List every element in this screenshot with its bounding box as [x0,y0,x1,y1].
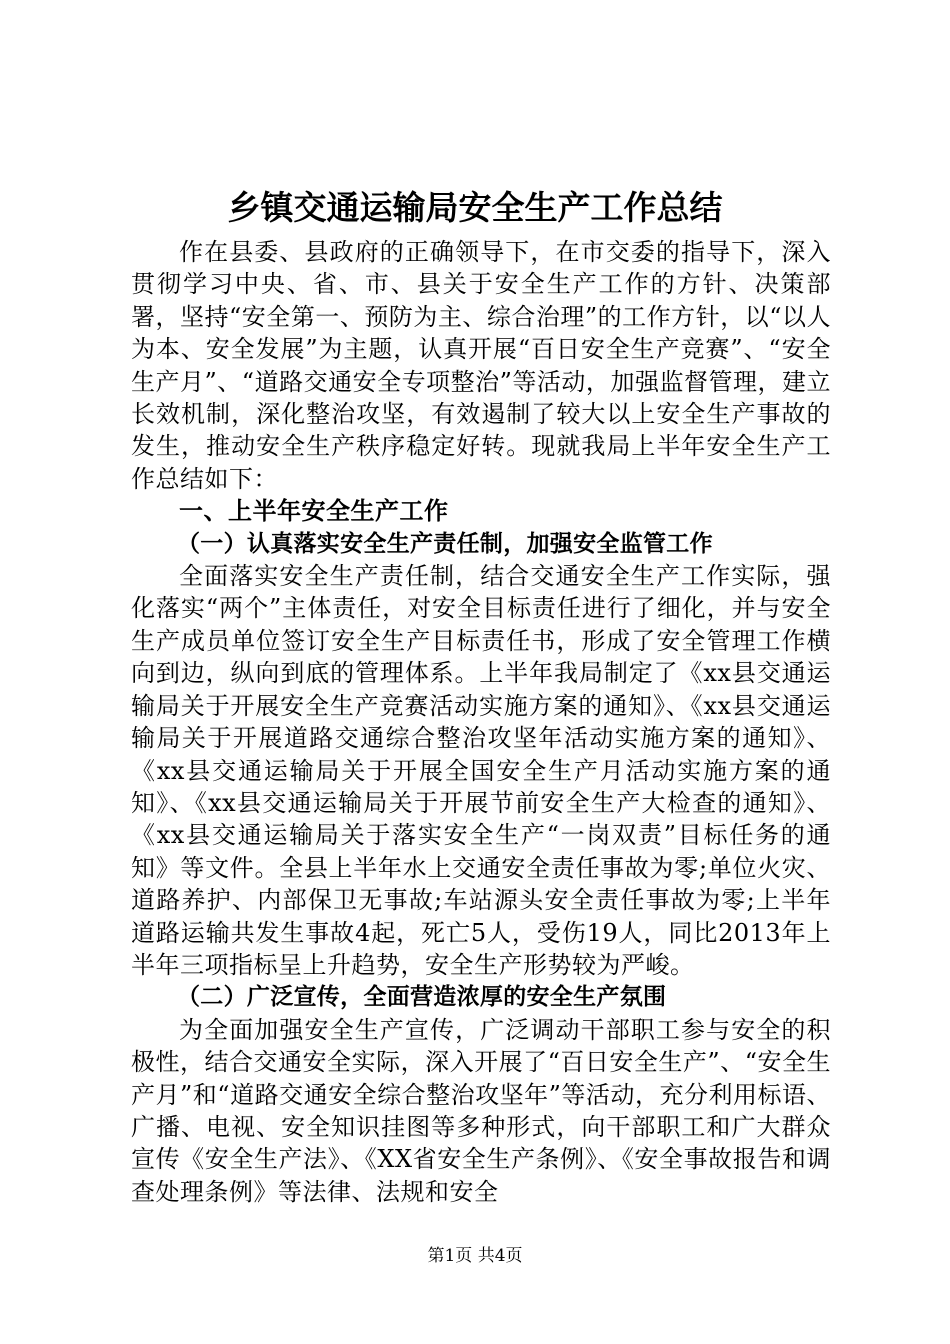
subsection-heading-2: （二）广泛宣传，全面营造浓厚的安全生产氛围 [177,984,667,1011]
document-title: 乡镇交通运输局安全生产工作总结 [227,188,723,227]
intro-paragraph: 作在县委、县政府的正确领导下，在市交委的指导下，深入贯彻学习中央、省、市、县关于安全生产工作的方针、决策部署，坚持“安全第一、预防为主、综合治理”的工作方针，以“以人为本、安全发展”为主题，认真开展“百日安全生产竞赛”、“安全生产月”、“道路交通安全专项整治”等活动，加强监督管理，建立长效机制，深化整治攻坚，有效遏制了较大以上安全生产事故的发生，推动安全生产秩序稳定好转。现就我局上半年安全生产工作总结如下： [131,238,831,493]
subsection-1-paragraph: 全面落实安全生产责任制，结合交通安全生产工作实际，强化落实“两个”主体责任，对安全目标责任进行了细化，并与安全生产成员单位签订安全生产目标责任书，形成了安全管理工作横向到边，纵向到底的管理体系。上半年我局制定了《xx县交通运输局关于开展安全生产竞赛活动实施方案的通知》、《xx县交通运输局关于开展道路交通综合整治攻坚年活动实施方案的通知》、《xx县交通运输局关于开展全国安全生产月活动实施方案的通知》、《xx县交通运输局关于开展节前安全生产大检查的通知》、《xx县交通运输局关于落实安全生产“一岗双责”目标任务的通知》等文件。全县上半年水上交通安全责任事故为零;单位火灾、道路养护、内部保卫无事故;车站源头安全责任事故为零;上半年道路运输共发生事故4起，死亡5人，受伤19人，同比2013年上半年三项指标呈上升趋势，安全生产形势较为严峻。 [131,562,831,979]
section-heading-1: 一、上半年安全生产工作 [179,497,449,526]
page-footer: 第1页 共4页 [427,1246,523,1266]
subsection-2-paragraph: 为全面加强安全生产宣传，广泛调动干部职工参与安全的积极性，结合交通安全实际，深入开展了“百日安全生产”、“安全生产月”和“道路交通安全综合整治攻坚年”等活动，充分利用标语、广播、电视、安全知识挂图等多种形式，向干部职工和广大群众宣传《安全生产法》、《XX省安全生产条例》、《安全事故报告和调查处理条例》等法律、法规和安全 [131,1015,831,1206]
document-body [131,236,831,1208]
subsection-heading-1: （一）认真落实安全生产责任制，加强安全监管工作 [177,530,713,557]
